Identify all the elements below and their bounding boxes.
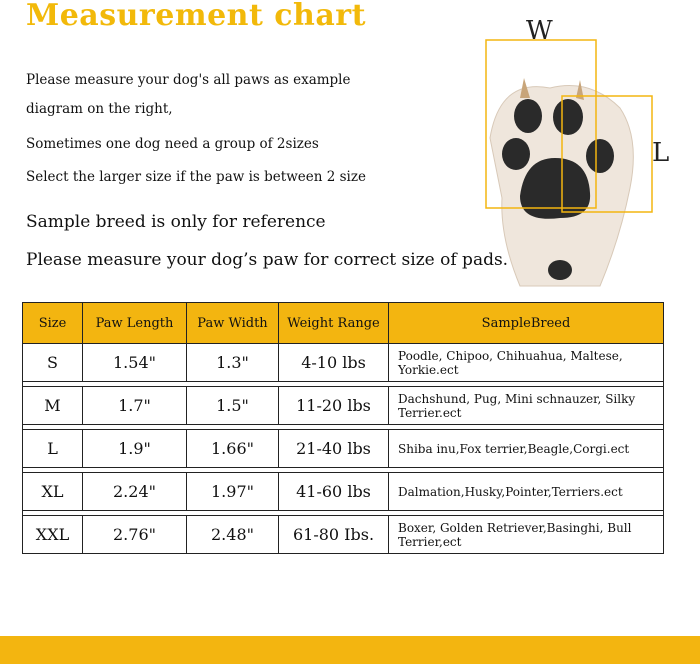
instruction-line-1: Please measure your dog's all paws as example bbox=[26, 72, 351, 88]
breed-cell: Boxer, Golden Retriever,Basinghi, Bull Terrier,ect bbox=[389, 516, 664, 554]
width-cell: 1.97" bbox=[187, 473, 279, 511]
length-cell: 1.54" bbox=[83, 344, 187, 382]
paw-diagram bbox=[480, 18, 700, 288]
width-cell: 2.48" bbox=[187, 516, 279, 554]
size-cell: XL bbox=[23, 473, 83, 511]
header-size: Size bbox=[23, 303, 83, 344]
width-cell: 1.5" bbox=[187, 387, 279, 425]
breed-cell: Dalmation,Husky,Pointer,Terriers.ect bbox=[389, 473, 664, 511]
note-measure: Please measure your dog’s paw for correct size of pads. bbox=[26, 250, 509, 270]
weight-cell: 41-60 lbs bbox=[279, 473, 389, 511]
weight-cell: 21-40 lbs bbox=[279, 430, 389, 468]
weight-cell: 11-20 lbs bbox=[279, 387, 389, 425]
weight-cell: 4-10 lbs bbox=[279, 344, 389, 382]
breed-cell: Poodle, Chipoo, Chihuahua, Maltese, Yorkie.ect bbox=[389, 344, 664, 382]
table-header-row bbox=[23, 303, 664, 344]
instruction-line-4: Select the larger size if the paw is between 2 size bbox=[26, 169, 366, 185]
header-sample-breed: SampleBreed bbox=[389, 303, 664, 344]
length-cell: 2.76" bbox=[83, 516, 187, 554]
note-reference: Sample breed is only for reference bbox=[26, 212, 326, 232]
table-row bbox=[23, 344, 664, 382]
table-row bbox=[23, 516, 664, 554]
table-row bbox=[23, 473, 664, 511]
size-cell: XXL bbox=[23, 516, 83, 554]
size-table bbox=[22, 302, 664, 554]
width-cell: 1.3" bbox=[187, 344, 279, 382]
length-cell: 2.24" bbox=[83, 473, 187, 511]
width-cell: 1.66" bbox=[187, 430, 279, 468]
size-cell: L bbox=[23, 430, 83, 468]
length-cell: 1.9" bbox=[83, 430, 187, 468]
breed-cell: Dachshund, Pug, Mini schnauzer, Silky Terrier.ect bbox=[389, 387, 664, 425]
page-title: Measurement chart bbox=[26, 0, 366, 33]
length-label: L bbox=[652, 138, 670, 168]
header-paw-length: Paw Length bbox=[83, 303, 187, 344]
bottom-accent-bar bbox=[0, 636, 700, 664]
instruction-line-3: Sometimes one dog need a group of 2sizes bbox=[26, 136, 319, 152]
instruction-line-2: diagram on the right, bbox=[26, 101, 173, 117]
size-cell: S bbox=[23, 344, 83, 382]
weight-cell: 61-80 Ibs. bbox=[279, 516, 389, 554]
table-row bbox=[23, 387, 664, 425]
length-cell: 1.7" bbox=[83, 387, 187, 425]
size-cell: M bbox=[23, 387, 83, 425]
table-row bbox=[23, 430, 664, 468]
breed-cell: Shiba inu,Fox terrier,Beagle,Corgi.ect bbox=[389, 430, 664, 468]
header-paw-width: Paw Width bbox=[187, 303, 279, 344]
width-label: W bbox=[526, 16, 553, 46]
header-weight-range: Weight Range bbox=[279, 303, 389, 344]
